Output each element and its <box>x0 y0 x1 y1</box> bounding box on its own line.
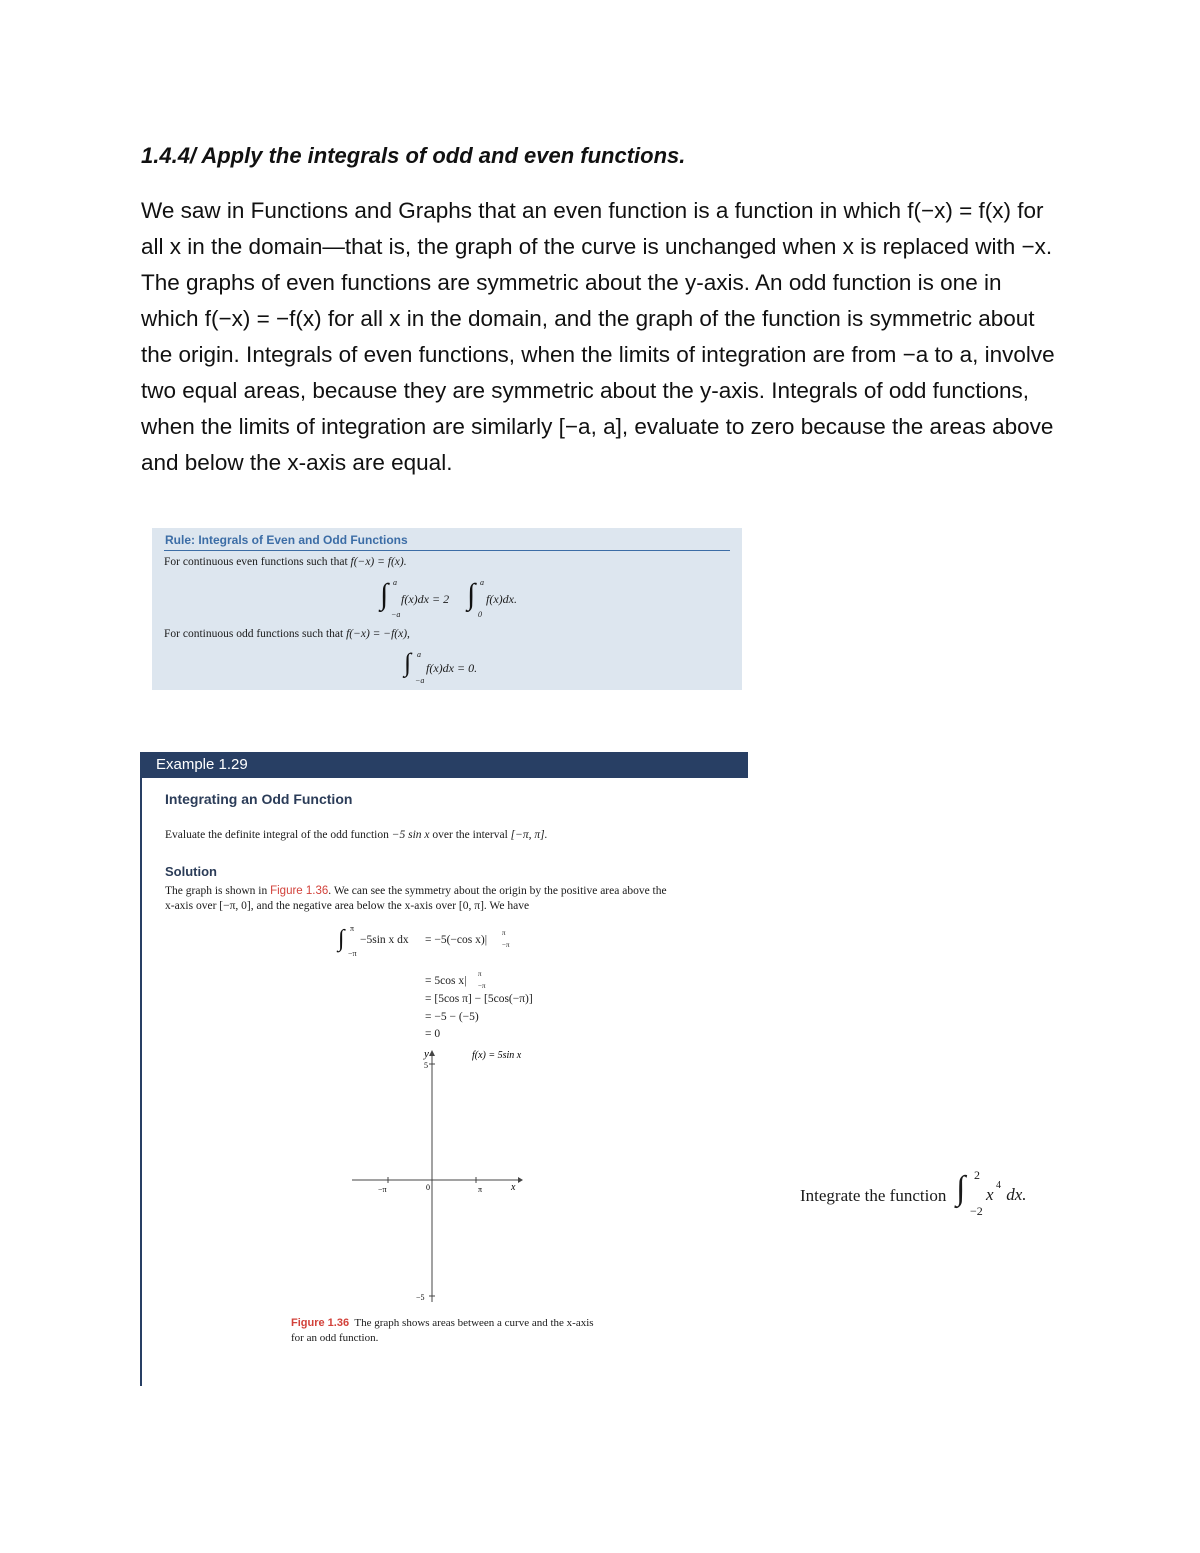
rule-even-text: For continuous even functions such that <box>164 556 348 568</box>
rule-title: Rule: Integrals of Even and Odd Functions <box>165 533 408 547</box>
problem-prefix: Evaluate the definite integral of the odd function <box>165 829 389 841</box>
y-tick-label-bottom: −5 <box>416 1293 425 1302</box>
rule-odd-condition: f(−x) = −f(x), <box>346 628 410 640</box>
rule-even-condition: f(−x) = f(x). <box>350 556 407 568</box>
solution-line-1 <box>165 885 667 897</box>
calc-step-2-sup: π <box>478 970 482 978</box>
y-axis-arrow-icon <box>429 1050 435 1056</box>
problem-function: −5 sin x <box>391 829 430 841</box>
rule-even-upper: a <box>393 578 397 587</box>
rule-odd-lower: −a <box>415 676 425 685</box>
exercise-dx: dx. <box>1002 1185 1027 1204</box>
exercise-formula <box>956 1170 1046 1220</box>
calc-lhs: −5sin x dx <box>360 934 409 946</box>
rule-even-formula <box>380 580 550 618</box>
caption-text: The graph shows areas between a curve and the x-axis for an odd function. <box>291 1317 594 1344</box>
calc-step-1: = −5(−cos x)| <box>425 934 487 946</box>
example-header-bar <box>140 752 748 778</box>
rule-even-lower: −a <box>391 610 401 619</box>
exercise-exponent: 4 <box>996 1180 1001 1191</box>
odd-function-graph <box>340 1040 540 1310</box>
calc-step-1-sup: π <box>502 929 506 937</box>
solution-line-2: x-axis over [−π, 0], and the negative area below the x-axis over [0, π]. We have <box>165 900 530 912</box>
caption-figure-label: Figure 1.36 <box>291 1317 350 1329</box>
calc-upper: π <box>350 924 355 933</box>
function-label: f(x) = 5sin x <box>472 1050 522 1061</box>
rule-odd-line <box>164 628 410 640</box>
calc-step-2: = 5cos x| <box>425 975 467 987</box>
example-left-border <box>140 778 142 1386</box>
rule-even-lower2: 0 <box>478 610 482 619</box>
exercise-integrand: x <box>986 1185 994 1204</box>
integral-sign-icon: ∫ <box>956 1170 966 1207</box>
exercise-lower: −2 <box>970 1204 983 1218</box>
x-tick-label-neg: −π <box>378 1185 387 1194</box>
rule-even-upper2: a <box>480 578 484 587</box>
origin-label: 0 <box>426 1183 430 1192</box>
solution-text-b: . We can see the symmetry about the origin by the positive area above the <box>328 885 667 897</box>
rule-box <box>152 528 742 690</box>
rule-divider <box>164 550 730 551</box>
integral-sign-icon: ∫ <box>467 578 476 611</box>
exercise-text: Integrate the function <box>800 1186 947 1205</box>
y-axis-label: y <box>424 1048 429 1060</box>
rule-odd-upper: a <box>417 650 421 659</box>
calc-step-2-sub: −π <box>478 982 486 990</box>
problem-mid: over the interval <box>432 829 508 841</box>
rule-odd-text: For continuous odd functions such that <box>164 628 344 640</box>
calc-step-5: = 0 <box>425 1028 441 1040</box>
rule-odd-formula <box>404 648 514 686</box>
solution-title: Solution <box>165 864 217 879</box>
rule-even-left: f(x)dx = 2 <box>401 592 450 606</box>
calc-step-1-sub: −π <box>502 941 510 949</box>
integral-sign-icon: ∫ <box>380 578 389 611</box>
calc-step-4: = −5 − (−5) <box>425 1011 479 1023</box>
calc-lower: −π <box>348 949 357 958</box>
exercise-prompt <box>800 1186 946 1206</box>
integral-sign-icon: ∫ <box>404 648 412 677</box>
figure-caption <box>291 1316 601 1346</box>
x-axis-arrow-icon <box>518 1177 523 1183</box>
integral-sign-icon: ∫ <box>338 926 345 952</box>
calc-step-3: = [5cos π] − [5cos(−π)] <box>425 993 533 1005</box>
problem-interval: [−π, π]. <box>510 829 548 841</box>
exercise-upper: 2 <box>974 1168 980 1182</box>
rule-odd-eq: f(x)dx = 0. <box>426 661 478 675</box>
example-label: Example 1.29 <box>156 756 248 773</box>
solution-text-a: The graph is shown in <box>165 885 268 897</box>
x-tick-label-pos: π <box>478 1185 483 1194</box>
y-tick-label-top: 5 <box>424 1061 428 1070</box>
rule-even-right: f(x)dx. <box>486 592 517 606</box>
x-axis-label: x <box>511 1182 516 1193</box>
intro-paragraph: We saw in Functions and Graphs that an even function is a function in which f(−x) = f(x) for all x in the domain—that is, the graph of the curve is unchanged when x is replaced with −x. The graphs of even functions are symmetric about the y-axis. An odd function is one in which f(−x) = −f(x) for all x in the domain, and the graph of the function is symmetric about the origin. Integrals of even functions, when the limits of integration are from −a to a, involve two equal areas, because they are symmetric about the y-axis. Integrals of odd functions, when the limits of integration are similarly [−a, a], evaluate to zero because the areas above and below the x-axis are equal. <box>141 198 1055 475</box>
figure-link[interactable]: Figure 1.36 <box>270 885 329 897</box>
rule-even-line <box>164 556 407 568</box>
example-title: Integrating an Odd Function <box>165 791 353 807</box>
example-problem <box>165 829 548 841</box>
section-heading: 1.4.4/ Apply the integrals of odd and even functions. <box>141 143 686 168</box>
